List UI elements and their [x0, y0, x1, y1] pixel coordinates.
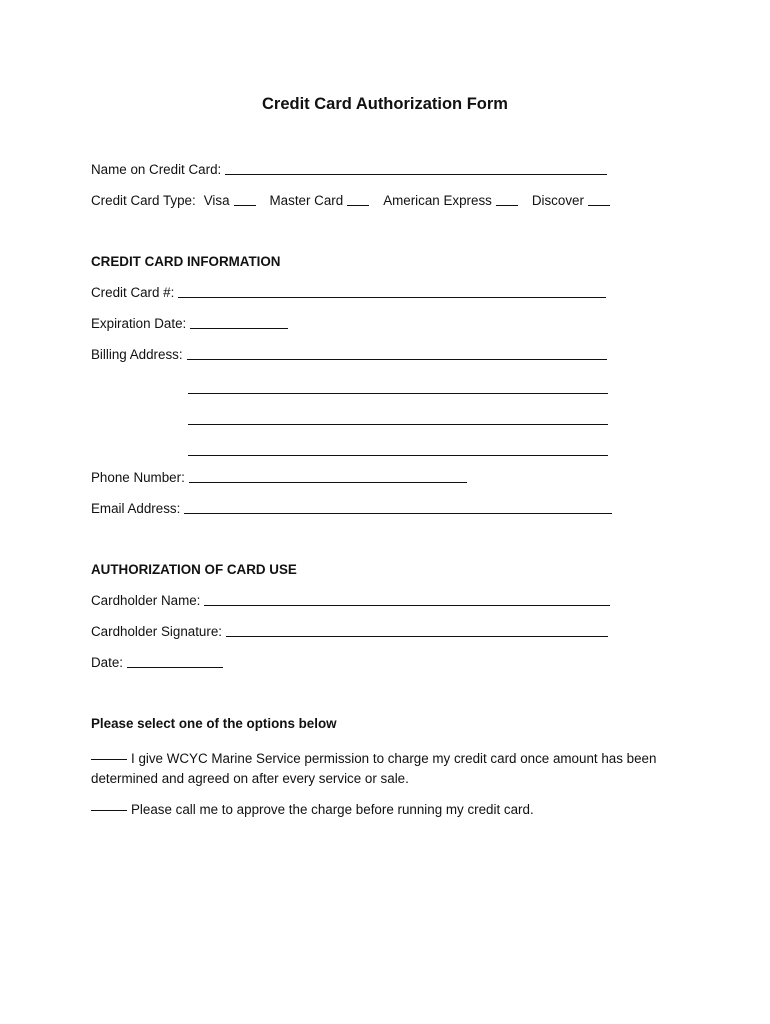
card-number-field[interactable] — [178, 283, 606, 298]
options-heading: Please select one of the options below — [91, 716, 337, 731]
name-on-card-label: Name on Credit Card: — [91, 162, 222, 177]
section-authorization-heading: AUTHORIZATION OF CARD USE — [91, 562, 297, 577]
email-field[interactable] — [184, 499, 612, 514]
card-type-discover[interactable] — [532, 191, 610, 209]
billing-address-field-2[interactable] — [188, 392, 608, 394]
card-type-mastercard[interactable] — [270, 191, 370, 209]
card-type-amex-blank[interactable] — [496, 191, 518, 206]
expiration-label: Expiration Date: — [91, 316, 187, 331]
cardholder-name-label: Cardholder Name: — [91, 593, 201, 608]
date-field[interactable] — [127, 653, 223, 668]
card-number-label: Credit Card #: — [91, 285, 175, 300]
card-type-amex[interactable] — [383, 191, 518, 209]
option-2-checkbox-blank[interactable] — [91, 796, 127, 811]
name-on-card-row — [91, 158, 607, 178]
date-row — [91, 651, 223, 671]
cardholder-signature-field[interactable] — [226, 622, 608, 637]
billing-address-row — [91, 343, 607, 363]
card-type-label: Credit Card Type: — [91, 193, 196, 208]
option-2 — [91, 796, 691, 820]
option-1-text: I give WCYC Marine Service permission to charge my credit card once amount has been determined and agreed on after every service or sale. — [91, 751, 657, 786]
card-type-visa[interactable] — [204, 191, 256, 209]
card-type-discover-label: Discover — [531, 193, 584, 208]
phone-label: Phone Number: — [91, 470, 185, 485]
form-title: Credit Card Authorization Form — [262, 95, 508, 113]
option-1-checkbox-blank[interactable] — [91, 745, 127, 760]
billing-address-field-4[interactable] — [188, 454, 608, 456]
phone-row — [91, 466, 467, 486]
cardholder-name-field[interactable] — [204, 591, 610, 606]
card-type-row — [91, 189, 610, 209]
billing-address-field-1[interactable] — [187, 345, 607, 360]
card-type-amex-label: American Express — [383, 193, 492, 208]
card-type-discover-blank[interactable] — [588, 191, 610, 206]
expiration-field[interactable] — [190, 314, 288, 329]
cardholder-signature-row — [91, 620, 608, 640]
phone-field[interactable] — [189, 468, 467, 483]
option-1 — [91, 745, 691, 789]
card-type-mastercard-label: Master Card — [269, 193, 344, 208]
card-type-visa-label: Visa — [203, 193, 230, 208]
cardholder-name-row — [91, 589, 610, 609]
card-type-visa-blank[interactable] — [234, 191, 256, 206]
section-card-info-heading: CREDIT CARD INFORMATION — [91, 254, 281, 269]
billing-address-label: Billing Address: — [91, 347, 183, 362]
option-2-text: Please call me to approve the charge before running my credit card. — [131, 802, 534, 817]
email-label: Email Address: — [91, 501, 181, 516]
card-number-row — [91, 281, 606, 301]
cardholder-signature-label: Cardholder Signature: — [91, 624, 223, 639]
name-on-card-field[interactable] — [225, 160, 607, 175]
expiration-row — [91, 312, 288, 332]
billing-address-field-3[interactable] — [188, 423, 608, 425]
date-label: Date: — [91, 655, 124, 670]
email-row — [91, 497, 612, 517]
card-type-mastercard-blank[interactable] — [347, 191, 369, 206]
